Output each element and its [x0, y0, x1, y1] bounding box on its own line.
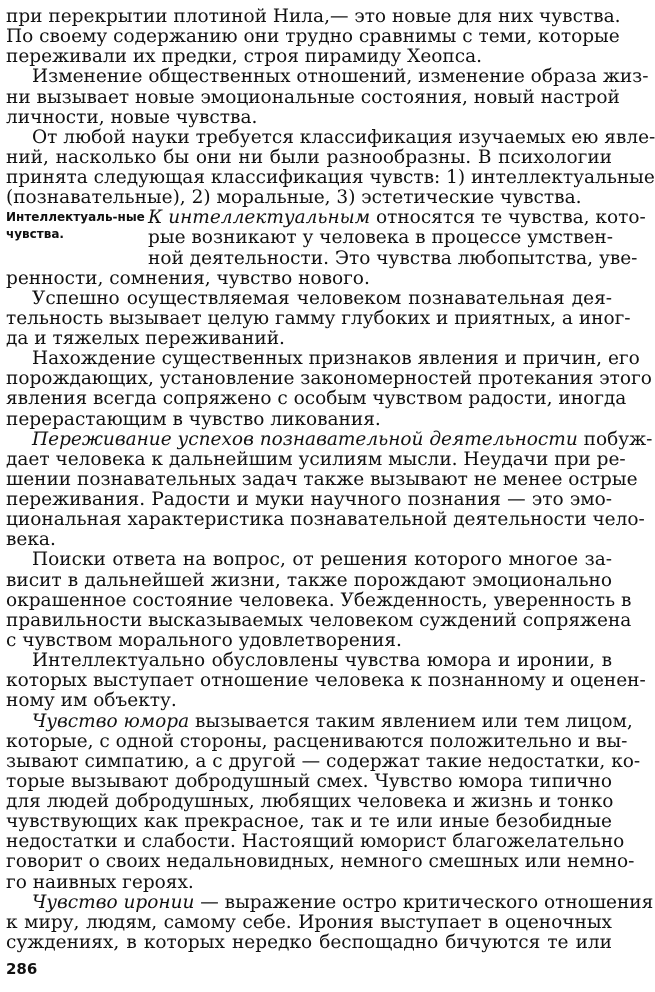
text-fragment: относятся те чувства, кото- [375, 207, 646, 229]
text-line: перерастающим в чувство ликования. [6, 408, 381, 430]
text-line: Изменение общественных отношений, изменение образа жиз- [32, 66, 649, 88]
text-line: окрашенное состояние человека. Убежденность, уверенность в [6, 589, 632, 611]
italic-term: Чувство юмора [32, 710, 190, 732]
text-line: переживали их предки, строя пирамиду Хеопса. [6, 46, 483, 68]
text-line: дает человека к дальнейшим усилиям мысли. Неудачи при ре- [6, 448, 626, 470]
text-line: торые вызывают добродушный смех. Чувство юмора типично [6, 770, 612, 792]
text-line [6, 428, 653, 451]
text-line: для людей добродушных, любящих человека и жизнь и тонко [6, 791, 614, 812]
text-line: Успешно осуществляемая человеком познавательная дея- [32, 287, 612, 309]
text-line: ному им объекту. [6, 690, 177, 712]
italic-term: Переживание успехов познавательной деятельности [32, 428, 578, 450]
text-line: висит в дальнейшей жизни, также порождают эмоционально [6, 569, 612, 591]
text-line: От любой науки требуется классификация изучаемых ею явле- [32, 126, 655, 148]
text-line: с чувством морального удовлетворения. [6, 630, 402, 651]
text-line: рые возникают у человека в процессе умствен- [148, 227, 614, 249]
text-line: ни вызывает новые эмоциональные состояния, новый настрой [6, 86, 620, 108]
text-line: чувствующих как прекрасное, так и те или иные безобидные [6, 811, 612, 833]
text-line: переживания. Радости и муки научного познания — это эмо- [6, 489, 612, 511]
text-line: века. [6, 529, 56, 551]
text-line: суждениях, в которых нередко беспощадно бичуются те или [6, 931, 612, 953]
text-line: По своему содержанию они трудно сравнимы с теми, которые [6, 26, 620, 48]
text-line: го наивных героях. [6, 871, 194, 893]
text-line: при перекрытии плотиной Нила,— это новые для них чувства. [6, 6, 621, 27]
text-line [6, 710, 633, 733]
text-fragment: вызывается таким явлением или тем лицом, [195, 710, 633, 732]
text-line: принята следующая классификация чувств: 1) интеллектуальные [6, 167, 655, 188]
text-line: личности, новые чувства. [6, 106, 258, 128]
text-line: которых выступает отношение человека к познанному и оценен- [6, 670, 646, 692]
text-line: Нахождение существенных признаков явления и причин, его [32, 348, 640, 370]
text-line: Интеллектуально обусловлены чувства юмора и иронии, в [32, 650, 612, 672]
text-line: ренности, сомнения, чувство нового. [6, 267, 370, 289]
margin-note: Интеллектуаль-ные чувства. [6, 210, 145, 242]
text-line: шении познавательных задач также вызывают не менее острые [6, 468, 638, 490]
text-fragment: — выражение остро критического отношения [194, 891, 654, 913]
text-line: циональная характеристика познавательной деятельности чело- [6, 509, 645, 531]
text-line: Поиски ответа на вопрос, от решения которого многое за- [32, 549, 612, 571]
text-line [6, 891, 654, 914]
text-line: ний, насколько бы они ни были разнообразны. В психологии [6, 146, 612, 168]
text-line: говорит о своих недальновидных, немного смешных или немно- [6, 851, 635, 873]
text-line: ной деятельности. Это чувства любопытства, уве- [148, 247, 638, 269]
text-line: которые, с одной стороны, расцениваются положительно и вы- [6, 730, 628, 752]
italic-term: Чувство иронии [32, 891, 195, 913]
text-line: да и тяжелых переживаний. [6, 328, 285, 349]
text-line: к миру, людям, самому себе. Ирония выступает в оценочных [6, 911, 612, 933]
text-line: явления всегда сопряжено с особым чувством радости, иногда [6, 388, 627, 410]
text-line: зывают симпатию, а с другой — содержат такие недостатки, ко- [6, 750, 641, 772]
text-line: тельность вызывает целую гамму глубоких и приятных, а иног- [6, 307, 631, 329]
text-fragment: побуж- [583, 428, 653, 450]
text-line [148, 207, 646, 229]
page-number: 286 [6, 960, 38, 978]
text-line: недостатки и слабости. Настоящий юморист благожелательно [6, 831, 625, 853]
text-line: правильности высказываемых человеком суждений сопряжена [6, 609, 632, 631]
text-line: (познавательные), 2) моральные, 3) эстетические чувства. [6, 187, 582, 209]
italic-term: К интеллектуальным [148, 207, 371, 229]
text-line: порождающих, установление закономерностей протекания этого [6, 368, 652, 390]
